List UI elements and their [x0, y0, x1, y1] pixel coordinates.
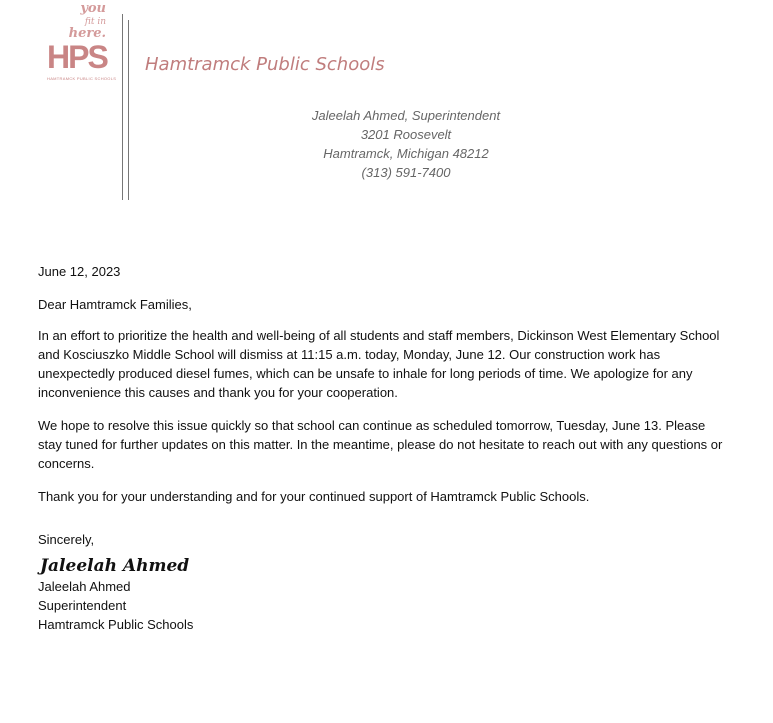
- divider: [128, 20, 129, 200]
- closing: Sincerely,: [38, 532, 95, 547]
- address-block: [280, 106, 532, 182]
- salutation: Dear Hamtramck Families,: [38, 297, 192, 312]
- signer-org: Hamtramck Public Schools: [38, 617, 194, 632]
- date: June 12, 2023: [38, 264, 121, 279]
- signer-name: Jaleelah Ahmed: [38, 579, 131, 594]
- address-line: Jaleelah Ahmed, Superintendent: [311, 108, 501, 123]
- paragraph: We hope to resolve this issue quickly so that school can continue as scheduled tomorrow, Tuesday, June 13. Please stay tuned for further updates on this matter. In the meantime, please do not hesitate to reach out with any questions or concerns.: [38, 418, 723, 471]
- address-line: (313) 591-7400: [361, 165, 451, 180]
- logo-subtitle: HAMTRAMCK PUBLIC SCHOOLS: [47, 76, 117, 81]
- divider: [122, 14, 123, 200]
- logo-tagline: you fit in here.: [68, 1, 106, 41]
- org-name: Hamtramck Public Schools: [145, 54, 385, 75]
- paragraph: In an effort to prioritize the health and well-being of all students and staff members, Dickinson West Elementary School and Kosciuszko Middle School will dismiss at 11:15 a.m. today, Monday, June 12. Our construction work has unexpectedly produced diesel fumes, which can be unsafe to inhale for long periods of time. We apologize for any inconvenience this causes and thank you for your cooperation.: [38, 328, 720, 400]
- signer-block: [38, 577, 728, 634]
- address-line: 3201 Roosevelt: [360, 127, 452, 142]
- signer-title: Superintendent: [38, 598, 127, 613]
- letter-body: [38, 262, 728, 634]
- logo-mark: HPS: [47, 39, 107, 75]
- signature: Jaleelah Ahmed: [40, 556, 190, 576]
- address-line: Hamtramck, Michigan 48212: [323, 146, 489, 161]
- paragraph: Thank you for your understanding and for your continued support of Hamtramck Public Schools.: [38, 489, 590, 504]
